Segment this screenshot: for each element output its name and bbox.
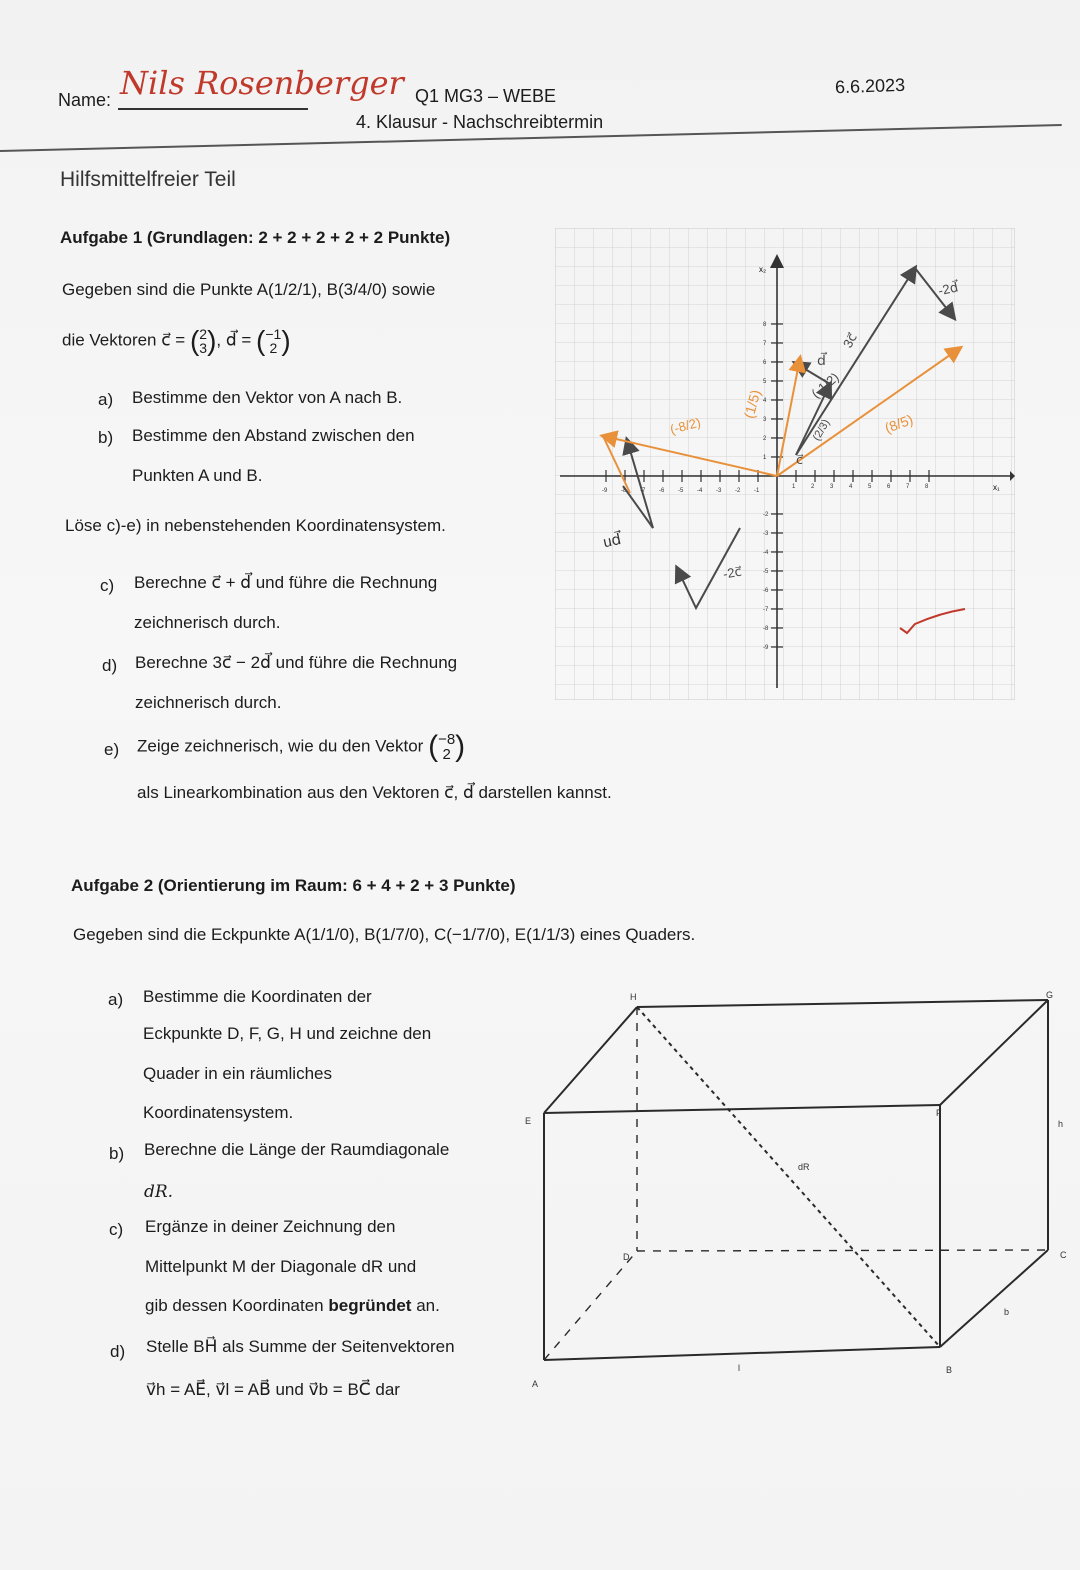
task1d-label: d): [102, 656, 118, 675]
c-vector-x: 2: [199, 326, 208, 342]
task2b-label: b): [109, 1144, 125, 1163]
task1-given-vectors: [62, 325, 291, 357]
student-signature: Nils Rosenberger: [120, 64, 404, 102]
x-axis-tick-label: -8: [621, 488, 627, 494]
task2b-line2: dR.: [144, 1182, 174, 1202]
vertex-label-A: A: [532, 1379, 539, 1389]
vectors-prefix: die Vektoren c⃗ =: [62, 330, 190, 350]
task2a-label: a): [108, 990, 124, 1009]
vertex-label-B: B: [946, 1365, 953, 1375]
task1c-line1: Berechne c⃗ + d⃗ und führe die Rechnung: [134, 573, 438, 592]
x-axis-tick-label: 3: [830, 484, 834, 490]
x-axis-tick-label: 8: [925, 484, 929, 490]
task2c-line2: Mittelpunkt M der Diagonale dR und: [145, 1257, 417, 1276]
section-title: Hilfsmittelfreier Teil: [60, 168, 236, 191]
edge-EF: [544, 1105, 940, 1113]
exam-title: 4. Klausur - Nachschreibtermin: [356, 112, 604, 132]
x-axis-tick-label: -6: [659, 488, 665, 494]
y-axis-tick-label: 8: [763, 322, 767, 328]
task2c-line1: Ergänze in deiner Zeichnung den: [145, 1217, 396, 1236]
task2c-line3-bold: begründet: [328, 1296, 412, 1315]
task2-title: Aufgabe 2 (Orientierung im Raum: 6 + 4 + 2 + 3 Punkte): [71, 876, 516, 895]
y-axis-tick-label: 4: [763, 398, 767, 404]
edge-DC-hidden: [637, 1250, 1048, 1251]
e-prefix: Zeige zeichnerisch, wie du den Vektor: [137, 736, 429, 756]
edge-HG: [637, 1000, 1048, 1007]
note-minus-2d: -2d⃗: [936, 279, 960, 299]
task2c-line3-c: an.: [411, 1296, 440, 1315]
y-axis-tick-label: -2: [763, 512, 769, 518]
y-axis-tick-label: 6: [763, 360, 767, 366]
task1-given-points: Gegeben sind die Punkte A(1/2/1), B(3/4/0) sowie: [62, 280, 436, 299]
y-axis-tick-label: -3: [763, 531, 769, 537]
edge-label-l: l: [738, 1363, 740, 1373]
task2d-line1: Stelle BH⃗ als Summe der Seitenvektoren: [146, 1337, 455, 1356]
task1e-line2: als Linearkombination aus den Vektoren c⃗, d⃗ darstellen kannst.: [137, 783, 612, 802]
note-cv: c⃗: [796, 452, 804, 467]
task2a-line3: Quader in ein räumliches: [143, 1064, 332, 1083]
task1c-line2: zeichnerisch durch.: [134, 613, 281, 632]
x-axis-tick-label: 1: [792, 484, 796, 490]
cuboid-drawing: [520, 985, 1080, 1395]
task1a-text: Bestimme den Vektor von A nach B.: [132, 388, 403, 407]
name-underline: [118, 108, 308, 110]
y-axis-tick-label: -5: [763, 569, 769, 575]
edge-label-b: b: [1004, 1307, 1010, 1317]
y-axis-tick-label: -6: [763, 588, 769, 594]
coordinate-graph: [555, 228, 1015, 700]
vertex-label-G: G: [1046, 990, 1054, 1000]
x-axis-tick-label: -4: [697, 488, 703, 494]
task1-title: Aufgabe 1 (Grundlagen: 2 + 2 + 2 + 2 + 2 Punkte): [60, 228, 451, 247]
task1e-line1: [137, 730, 465, 764]
y-axis-tick-label: 5: [763, 379, 767, 385]
task2c-label: c): [109, 1220, 124, 1239]
x-axis-tick-label: -7: [640, 488, 646, 494]
note-minus-2c: -2c⃗: [721, 563, 743, 582]
y-axis-tick-label: -8: [763, 626, 769, 632]
edge-BC: [940, 1250, 1048, 1347]
task2a-line1: Bestimme die Koordinaten der: [143, 987, 372, 1006]
x-axis-tick-label: -1: [754, 488, 760, 494]
task2a-line4: Koordinatensystem.: [143, 1103, 294, 1122]
y-axis-tick-label: -9: [763, 645, 769, 651]
c-vector-y: 3: [199, 340, 208, 356]
note-neg-pair: (-8/2): [668, 414, 703, 438]
task1a-label: a): [98, 390, 114, 409]
note-ud: ud⃗: [601, 530, 623, 552]
edge-AD-hidden: [544, 1251, 637, 1360]
note-lin-comb: (8/5): [882, 411, 916, 436]
course-title: Q1 MG3 – WEBE: [415, 86, 557, 106]
task1b-line1: Bestimme den Abstand zwischen den: [132, 426, 415, 445]
space-diagonal-dR: [637, 1007, 940, 1347]
x2-axis-label: x₂: [759, 265, 767, 274]
x1-axis-label: x₁: [993, 483, 1000, 492]
diagonal-label-dR: dR: [798, 1162, 810, 1172]
y-axis-tick-label: 2: [763, 436, 767, 442]
y-axis-tick-label: -7: [763, 607, 769, 613]
d-vector-y: 2: [269, 340, 278, 356]
x-axis-tick-label: 7: [906, 484, 910, 490]
vertex-label-C: C: [1060, 1250, 1067, 1260]
x-axis-tick-label: -2: [735, 488, 741, 494]
d-vector-x: −1: [265, 326, 282, 342]
d-vector: ( −1 2 ): [256, 325, 291, 356]
c-vector: ( 2 3 ): [189, 325, 217, 356]
task2c-line3-a: gib dessen Koordinaten: [145, 1296, 329, 1315]
task1b-line2: Punkten A und B.: [132, 466, 263, 485]
vertex-label-H: H: [630, 992, 637, 1002]
task1b-label: b): [98, 428, 114, 447]
note-c-vector: (2/3): [810, 417, 833, 443]
task2d-line2: v⃗h = AE⃗, v⃗l = AB⃗ und v⃗b = BC⃗ dar: [146, 1380, 400, 1399]
x-axis-tick-label: 4: [849, 484, 853, 490]
edge-FG: [940, 1000, 1048, 1105]
x-axis-tick-label: -5: [678, 488, 684, 494]
edge-EH: [544, 1007, 637, 1113]
task2-given: Gegeben sind die Eckpunkte A(1/1/0), B(1/7/0), C(−1/7/0), E(1/1/3) eines Quaders.: [73, 925, 696, 944]
task1-instruction: Löse c)-e) in nebenstehenden Koordinatensystem.: [65, 516, 446, 535]
task2d-label: d): [110, 1342, 126, 1361]
task1d-line1: Berechne 3c⃗ − 2d⃗ und führe die Rechnung: [135, 653, 458, 672]
graph-paper: [555, 228, 1015, 700]
y-axis-tick-label: -4: [763, 550, 769, 556]
edge-label-h: h: [1058, 1119, 1064, 1129]
vertex-label-F: F: [936, 1108, 942, 1118]
task1c-label: c): [100, 576, 115, 595]
task2a-line2: Eckpunkte D, F, G, H und zeichne den: [143, 1024, 432, 1043]
e-vector: ( −8 2 ): [428, 730, 466, 763]
task2c-line3: [145, 1296, 440, 1316]
note-dv: d⃗: [817, 352, 826, 368]
note-d-vector: (-1/2): [808, 369, 842, 402]
exam-date: 6.6.2023: [834, 74, 906, 98]
x-axis-tick-label: 6: [887, 484, 891, 490]
e-vector-y: 2: [442, 746, 451, 763]
task1e-label: e): [104, 740, 120, 759]
e-vector-x: −8: [438, 731, 456, 748]
x-axis-tick-label: 2: [811, 484, 815, 490]
d-label: , d⃗ =: [216, 330, 257, 350]
y-axis-tick-label: 1: [763, 455, 767, 461]
note-c-d-sum: (1/5): [740, 388, 764, 420]
x-axis-tick-label: -3: [716, 488, 722, 494]
task2b-line1: Berechne die Länge der Raumdiagonale: [144, 1140, 450, 1159]
task1d-line2: zeichnerisch durch.: [135, 693, 282, 712]
y-axis-tick-label: 7: [763, 341, 767, 347]
vertex-label-E: E: [525, 1116, 532, 1126]
y-axis-tick-label: 3: [763, 417, 767, 423]
edge-AB: [544, 1347, 940, 1360]
x-axis-tick-label: -9: [602, 488, 608, 494]
name-label: Name:: [58, 90, 112, 110]
vertex-label-D: D: [623, 1252, 630, 1262]
note-3c: 3c⃗: [839, 330, 860, 351]
x-axis-tick-label: 5: [868, 484, 872, 490]
